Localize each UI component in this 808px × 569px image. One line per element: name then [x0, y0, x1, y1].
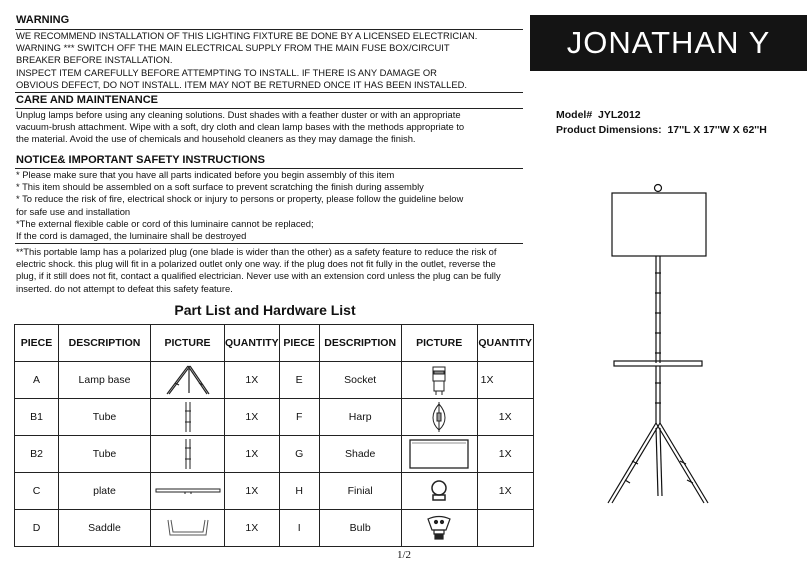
- quantity-cell: 1X: [225, 399, 280, 436]
- quantity-cell: 1X: [225, 436, 280, 473]
- care-line: vacuum-brush attachment. Wipe with a soft, dry cloth and clean lamp bases with the methods appropriate to: [16, 121, 465, 133]
- piece-cell: F: [279, 399, 319, 436]
- warning-line: OBVIOUS DEFECT, DO NOT INSTALL. ITEM MAY NOT BE RETURNED ONCE IT HAS BEEN INSTALLED.: [16, 78, 467, 90]
- description-cell: Shade: [319, 436, 401, 473]
- table-row: [15, 399, 534, 436]
- dimensions-label: Product Dimensions:: [556, 124, 662, 136]
- description-cell: Tube: [59, 399, 151, 436]
- care-line: the material. Avoid the use of chemicals and household cleaners as they may damage the finish.: [16, 133, 416, 145]
- description-cell: Bulb: [319, 510, 401, 547]
- divider: [15, 243, 523, 244]
- safety-text: [16, 169, 463, 242]
- piece-cell: C: [15, 473, 59, 510]
- safety-line: If the cord is damaged, the luminaire shall be destroyed: [16, 230, 247, 242]
- warning-line: WARNING *** SWITCH OFF THE MAIN ELECTRICAL SUPPLY FROM THE MAIN FUSE BOX/CIRCUIT: [16, 42, 450, 54]
- safety-line: * Please make sure that you have all parts indicated before you begin assembly of this item: [16, 169, 395, 180]
- column-header: DESCRIPTION: [319, 325, 401, 362]
- dimensions-value: 17''L X 17''W X 62''H: [667, 124, 767, 136]
- quantity-cell: 1X: [477, 473, 533, 510]
- warning-line: INSPECT ITEM CAREFULLY BEFORE ATTEMPTING TO INSTALL. IF THERE IS ANY DAMAGE OR: [16, 66, 437, 78]
- column-header: QUANTITY: [225, 325, 280, 362]
- table-row: [15, 510, 534, 547]
- quantity-cell: 1X: [477, 362, 533, 399]
- socket-icon: [401, 362, 477, 399]
- warning-line: WE RECOMMEND INSTALLATION OF THIS LIGHTING FIXTURE BE DONE BY A LICENSED ELECTRICIAN.: [16, 30, 478, 41]
- column-header: QUANTITY: [477, 325, 533, 362]
- harp-icon: [401, 399, 477, 436]
- parts-table: [14, 324, 534, 547]
- parts-list-title: Part List and Hardware List: [174, 302, 356, 318]
- piece-cell: I: [279, 510, 319, 547]
- care-text: [16, 109, 464, 146]
- plug-line: electric shock. this plug will fit in a polarized outlet only one way. if the plug does not fit fully in the outlet, reverse the: [16, 258, 496, 270]
- plug-line: inserted. do not attempt to defeat this safety feature.: [16, 282, 233, 294]
- brand-logo: JONATHAN Y: [530, 15, 807, 71]
- product-info: [556, 108, 767, 138]
- piece-cell: G: [279, 436, 319, 473]
- description-cell: Saddle: [59, 510, 151, 547]
- finial-icon: [401, 473, 477, 510]
- safety-line: for safe use and installation: [16, 205, 131, 217]
- table-row: [15, 436, 534, 473]
- warning-line: BREAKER BEFORE INSTALLATION.: [16, 54, 173, 66]
- quantity-cell: 1X: [225, 362, 280, 399]
- column-header: PIECE: [279, 325, 319, 362]
- piece-cell: E: [279, 362, 319, 399]
- table-row: [15, 473, 534, 510]
- floor-lamp-illustration: [590, 178, 740, 508]
- piece-cell: A: [15, 362, 59, 399]
- description-cell: Socket: [319, 362, 401, 399]
- quantity-cell: 1X: [225, 510, 280, 547]
- column-header: PICTURE: [151, 325, 225, 362]
- description-cell: Finial: [319, 473, 401, 510]
- plug-line: plug, if it still does not fit, contact a qualified electrician. Never use with an extension cord unless the plug can be fully: [16, 270, 501, 282]
- model-label: Model#: [556, 109, 593, 121]
- safety-heading: NOTICE& IMPORTANT SAFETY INSTRUCTIONS: [16, 154, 265, 166]
- safety-line: * This item should be assembled on a soft surface to prevent scratching the finish during assembly: [16, 181, 424, 193]
- plug-text: [16, 246, 501, 295]
- column-header: PIECE: [15, 325, 59, 362]
- quantity-cell: [477, 510, 533, 547]
- page-number: 1/2: [396, 549, 412, 561]
- saddle-icon: [151, 510, 225, 547]
- description-cell: Tube: [59, 436, 151, 473]
- care-line: Unplug lamps before using any cleaning solutions. Dust shades with a feather duster or with an appropriate: [16, 109, 461, 120]
- quantity-cell: 1X: [477, 399, 533, 436]
- safety-line: *The external flexible cable or cord of this luminaire cannot be replaced;: [16, 217, 314, 229]
- care-heading: CARE AND MAINTENANCE: [16, 94, 158, 106]
- bulb-icon: [401, 510, 477, 547]
- plate-icon: [151, 473, 225, 510]
- column-header: DESCRIPTION: [59, 325, 151, 362]
- tube-icon: [151, 436, 225, 473]
- warning-text: [16, 30, 477, 91]
- description-cell: Harp: [319, 399, 401, 436]
- piece-cell: D: [15, 510, 59, 547]
- description-cell: Lamp base: [59, 362, 151, 399]
- warning-heading: WARNING: [16, 14, 70, 26]
- model-value: JYL2012: [598, 109, 641, 121]
- quantity-cell: 1X: [477, 436, 533, 473]
- divider: [15, 92, 523, 93]
- piece-cell: B2: [15, 436, 59, 473]
- plug-line: **This portable lamp has a polarized plug (one blade is wider than the other) as a safety feature to reduce the risk of: [16, 246, 497, 257]
- tripod-base-icon: [151, 362, 225, 399]
- shade-icon: [401, 436, 477, 473]
- tube-icon: [151, 399, 225, 436]
- safety-line: * To reduce the risk of fire, electrical shock or injury to persons or property, please follow the guideline below: [16, 193, 464, 205]
- piece-cell: H: [279, 473, 319, 510]
- column-header: PICTURE: [401, 325, 477, 362]
- table-header-row: [15, 325, 534, 362]
- quantity-cell: 1X: [225, 473, 280, 510]
- description-cell: plate: [59, 473, 151, 510]
- piece-cell: B1: [15, 399, 59, 436]
- table-row: [15, 362, 534, 399]
